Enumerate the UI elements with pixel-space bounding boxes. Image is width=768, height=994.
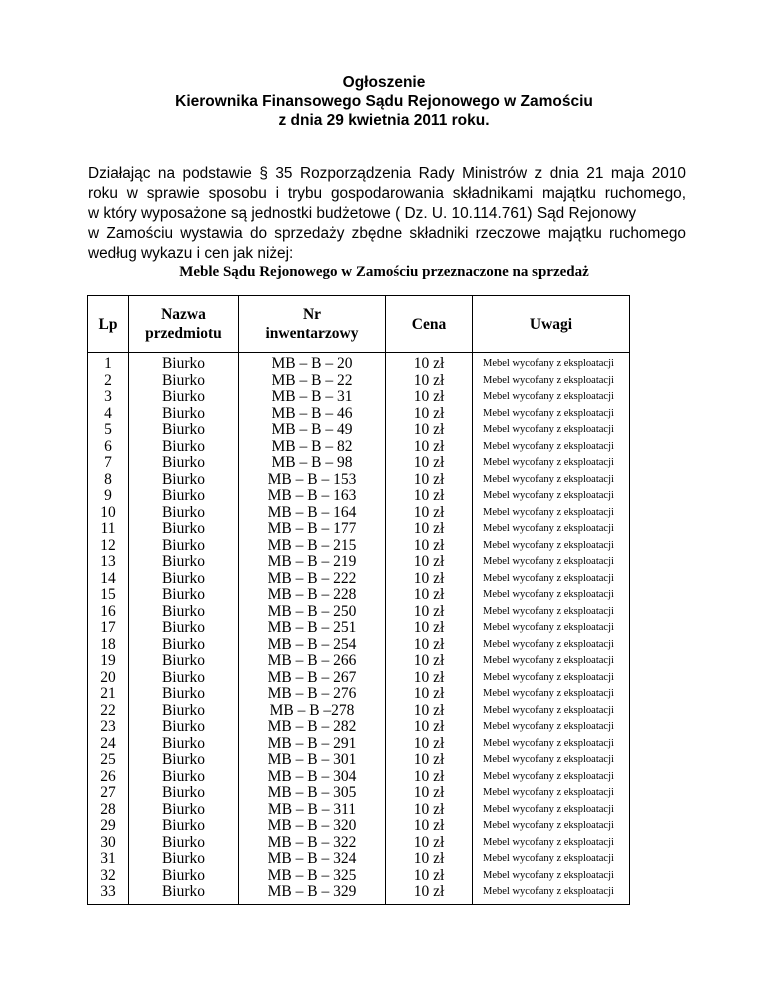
cell-cena: 10 zł [386,670,473,687]
cell-lp: 11 [88,521,129,538]
table-row [88,406,630,423]
table-row [88,769,630,786]
table-body [88,353,630,905]
table-row [88,455,630,472]
cell-cena: 10 zł [386,686,473,703]
cell-nazwa: Biurko [129,455,239,472]
cell-uwagi: Mebel wycofany z eksploatacji [473,785,630,802]
table-row [88,505,630,522]
cell-nr: MB – B – 322 [239,835,386,852]
cell-nazwa: Biurko [129,439,239,456]
cell-cena: 10 zł [386,439,473,456]
header-lp: Lp [88,296,129,353]
cell-lp: 3 [88,389,129,406]
table-row [88,703,630,720]
cell-lp: 1 [88,353,129,373]
table-row [88,353,630,373]
cell-cena: 10 zł [386,703,473,720]
table-row [88,587,630,604]
intro-line: w który wyposażone są jednostki budżetowe ( Dz. U. 10.114.761) Sąd Rejonowy [88,205,637,222]
table-row [88,620,630,637]
cell-uwagi: Mebel wycofany z eksploatacji [473,703,630,720]
cell-lp: 32 [88,868,129,885]
table-row [88,488,630,505]
cell-uwagi: Mebel wycofany z eksploatacji [473,769,630,786]
cell-lp: 16 [88,604,129,621]
cell-nazwa: Biurko [129,571,239,588]
cell-nr: MB – B – 98 [239,455,386,472]
cell-nr: MB – B – 163 [239,488,386,505]
cell-cena: 10 zł [386,835,473,852]
cell-cena: 10 zł [386,851,473,868]
table-row [88,835,630,852]
table-caption: Meble Sądu Rejonowego w Zamościu przeznaczone na sprzedaż [179,264,589,280]
cell-lp: 28 [88,802,129,819]
cell-nr: MB – B – 31 [239,389,386,406]
cell-lp: 2 [88,373,129,390]
header-nr-line2: inwentarzowy [265,325,359,342]
cell-uwagi: Mebel wycofany z eksploatacji [473,521,630,538]
cell-cena: 10 zł [386,620,473,637]
cell-lp: 23 [88,719,129,736]
cell-uwagi: Mebel wycofany z eksploatacji [473,422,630,439]
cell-uwagi: Mebel wycofany z eksploatacji [473,389,630,406]
cell-cena: 10 zł [386,554,473,571]
table-row [88,802,630,819]
cell-nr: MB – B – 291 [239,736,386,753]
header-date: z dnia 29 kwietnia 2011 roku. [278,112,490,129]
cell-nazwa: Biurko [129,472,239,489]
intro-line: Działając na podstawie § 35 Rozporządzenia Rady Ministrów z dnia 21 maja 2010 [88,165,686,182]
cell-cena: 10 zł [386,653,473,670]
cell-lp: 25 [88,752,129,769]
cell-nr: MB – B – 46 [239,406,386,423]
cell-nr: MB – B – 267 [239,670,386,687]
table-row [88,653,630,670]
cell-uwagi: Mebel wycofany z eksploatacji [473,686,630,703]
table-row [88,472,630,489]
announcement-header [80,73,688,130]
cell-nazwa: Biurko [129,802,239,819]
cell-lp: 5 [88,422,129,439]
cell-lp: 27 [88,785,129,802]
table-header-row [88,296,630,353]
cell-lp: 33 [88,884,129,904]
cell-uwagi: Mebel wycofany z eksploatacji [473,538,630,555]
cell-uwagi: Mebel wycofany z eksploatacji [473,353,630,373]
cell-cena: 10 zł [386,785,473,802]
cell-uwagi: Mebel wycofany z eksploatacji [473,406,630,423]
header-nazwa [129,296,239,353]
cell-nazwa: Biurko [129,719,239,736]
cell-lp: 31 [88,851,129,868]
cell-nazwa: Biurko [129,785,239,802]
header-uwagi: Uwagi [473,296,630,353]
cell-nazwa: Biurko [129,505,239,522]
table-row [88,686,630,703]
cell-nr: MB – B – 305 [239,785,386,802]
cell-uwagi: Mebel wycofany z eksploatacji [473,373,630,390]
table-row [88,719,630,736]
cell-uwagi: Mebel wycofany z eksploatacji [473,455,630,472]
cell-lp: 7 [88,455,129,472]
cell-nazwa: Biurko [129,835,239,852]
cell-nazwa: Biurko [129,604,239,621]
cell-nazwa: Biurko [129,406,239,423]
header-title: Ogłoszenie [342,74,426,91]
intro-paragraph [88,164,686,264]
cell-nazwa: Biurko [129,818,239,835]
cell-uwagi: Mebel wycofany z eksploatacji [473,736,630,753]
cell-nazwa: Biurko [129,670,239,687]
cell-nr: MB – B – 215 [239,538,386,555]
cell-lp: 8 [88,472,129,489]
cell-lp: 29 [88,818,129,835]
table-row [88,389,630,406]
intro-line: roku w sprawie sposobu i trybu gospodarowania składnikami majątku ruchomego, [88,185,686,202]
cell-lp: 12 [88,538,129,555]
cell-nazwa: Biurko [129,373,239,390]
cell-lp: 26 [88,769,129,786]
cell-uwagi: Mebel wycofany z eksploatacji [473,752,630,769]
table-row [88,736,630,753]
cell-nr: MB – B – 164 [239,505,386,522]
cell-cena: 10 zł [386,521,473,538]
cell-lp: 21 [88,686,129,703]
cell-uwagi: Mebel wycofany z eksploatacji [473,653,630,670]
header-nr-line1: Nr [302,306,322,323]
header-issuer: Kierownika Finansowego Sądu Rejonowego w Zamościu [175,93,593,110]
cell-uwagi: Mebel wycofany z eksploatacji [473,868,630,885]
cell-nr: MB – B – 222 [239,571,386,588]
cell-nr: MB – B – 20 [239,353,386,373]
cell-lp: 19 [88,653,129,670]
cell-nr: MB – B – 266 [239,653,386,670]
cell-nazwa: Biurko [129,736,239,753]
cell-cena: 10 zł [386,637,473,654]
cell-nazwa: Biurko [129,587,239,604]
cell-cena: 10 zł [386,505,473,522]
cell-lp: 6 [88,439,129,456]
cell-uwagi: Mebel wycofany z eksploatacji [473,637,630,654]
cell-cena: 10 zł [386,422,473,439]
cell-lp: 24 [88,736,129,753]
cell-lp: 4 [88,406,129,423]
cell-lp: 14 [88,571,129,588]
cell-nr: MB – B –278 [239,703,386,720]
cell-nr: MB – B – 282 [239,719,386,736]
cell-nazwa: Biurko [129,653,239,670]
cell-lp: 22 [88,703,129,720]
header-cena: Cena [386,296,473,353]
cell-nr: MB – B – 301 [239,752,386,769]
cell-nazwa: Biurko [129,686,239,703]
cell-cena: 10 zł [386,884,473,904]
header-nazwa-line2: przedmiotu [145,325,222,342]
cell-uwagi: Mebel wycofany z eksploatacji [473,802,630,819]
cell-nazwa: Biurko [129,422,239,439]
intro-line: według wykazu i cen jak niżej: [88,245,294,262]
cell-cena: 10 zł [386,455,473,472]
furniture-table-wrapper [87,295,630,905]
cell-nazwa: Biurko [129,554,239,571]
cell-uwagi: Mebel wycofany z eksploatacji [473,851,630,868]
cell-nazwa: Biurko [129,703,239,720]
cell-nazwa: Biurko [129,637,239,654]
table-row [88,785,630,802]
cell-lp: 17 [88,620,129,637]
table-row [88,604,630,621]
cell-nr: MB – B – 82 [239,439,386,456]
cell-cena: 10 zł [386,604,473,621]
cell-uwagi: Mebel wycofany z eksploatacji [473,604,630,621]
cell-lp: 13 [88,554,129,571]
cell-uwagi: Mebel wycofany z eksploatacji [473,439,630,456]
table-row [88,851,630,868]
cell-nr: MB – B – 325 [239,868,386,885]
cell-uwagi: Mebel wycofany z eksploatacji [473,835,630,852]
table-row [88,818,630,835]
cell-cena: 10 zł [386,353,473,373]
cell-uwagi: Mebel wycofany z eksploatacji [473,620,630,637]
table-row [88,554,630,571]
table-row [88,373,630,390]
cell-uwagi: Mebel wycofany z eksploatacji [473,818,630,835]
cell-lp: 15 [88,587,129,604]
cell-cena: 10 zł [386,389,473,406]
cell-nazwa: Biurko [129,851,239,868]
table-row [88,538,630,555]
cell-cena: 10 zł [386,488,473,505]
table-row [88,422,630,439]
cell-cena: 10 zł [386,406,473,423]
table-row [88,571,630,588]
cell-nazwa: Biurko [129,868,239,885]
cell-nr: MB – B – 228 [239,587,386,604]
cell-uwagi: Mebel wycofany z eksploatacji [473,554,630,571]
cell-cena: 10 zł [386,868,473,885]
cell-nr: MB – B – 329 [239,884,386,904]
cell-lp: 9 [88,488,129,505]
table-row [88,521,630,538]
cell-uwagi: Mebel wycofany z eksploatacji [473,488,630,505]
cell-cena: 10 zł [386,571,473,588]
cell-nazwa: Biurko [129,353,239,373]
cell-nr: MB – B – 250 [239,604,386,621]
cell-nr: MB – B – 311 [239,802,386,819]
cell-lp: 10 [88,505,129,522]
cell-cena: 10 zł [386,587,473,604]
cell-nazwa: Biurko [129,620,239,637]
table-row [88,670,630,687]
cell-nr: MB – B – 177 [239,521,386,538]
cell-nazwa: Biurko [129,521,239,538]
cell-nr: MB – B – 49 [239,422,386,439]
header-nazwa-line1: Nazwa [161,306,206,323]
intro-line: w Zamościu wystawia do sprzedaży zbędne składniki rzeczowe majątku ruchomego [88,225,686,242]
cell-nr: MB – B – 251 [239,620,386,637]
cell-nr: MB – B – 276 [239,686,386,703]
cell-nazwa: Biurko [129,488,239,505]
cell-cena: 10 zł [386,719,473,736]
cell-lp: 18 [88,637,129,654]
cell-uwagi: Mebel wycofany z eksploatacji [473,505,630,522]
cell-nazwa: Biurko [129,538,239,555]
cell-nazwa: Biurko [129,752,239,769]
table-row [88,868,630,885]
cell-cena: 10 zł [386,373,473,390]
cell-cena: 10 zł [386,538,473,555]
furniture-table [87,295,630,905]
cell-cena: 10 zł [386,818,473,835]
cell-nr: MB – B – 254 [239,637,386,654]
cell-lp: 20 [88,670,129,687]
cell-nr: MB – B – 304 [239,769,386,786]
cell-nazwa: Biurko [129,769,239,786]
table-row [88,439,630,456]
cell-nr: MB – B – 320 [239,818,386,835]
header-nr [239,296,386,353]
cell-nr: MB – B – 153 [239,472,386,489]
cell-lp: 30 [88,835,129,852]
cell-cena: 10 zł [386,752,473,769]
cell-uwagi: Mebel wycofany z eksploatacji [473,884,630,904]
cell-uwagi: Mebel wycofany z eksploatacji [473,719,630,736]
cell-uwagi: Mebel wycofany z eksploatacji [473,670,630,687]
cell-nr: MB – B – 324 [239,851,386,868]
table-row [88,637,630,654]
cell-nazwa: Biurko [129,884,239,904]
table-row [88,884,630,904]
cell-uwagi: Mebel wycofany z eksploatacji [473,587,630,604]
cell-nr: MB – B – 22 [239,373,386,390]
cell-nr: MB – B – 219 [239,554,386,571]
cell-cena: 10 zł [386,802,473,819]
cell-cena: 10 zł [386,736,473,753]
table-row [88,752,630,769]
cell-cena: 10 zł [386,472,473,489]
cell-cena: 10 zł [386,769,473,786]
cell-uwagi: Mebel wycofany z eksploatacji [473,472,630,489]
cell-uwagi: Mebel wycofany z eksploatacji [473,571,630,588]
cell-nazwa: Biurko [129,389,239,406]
